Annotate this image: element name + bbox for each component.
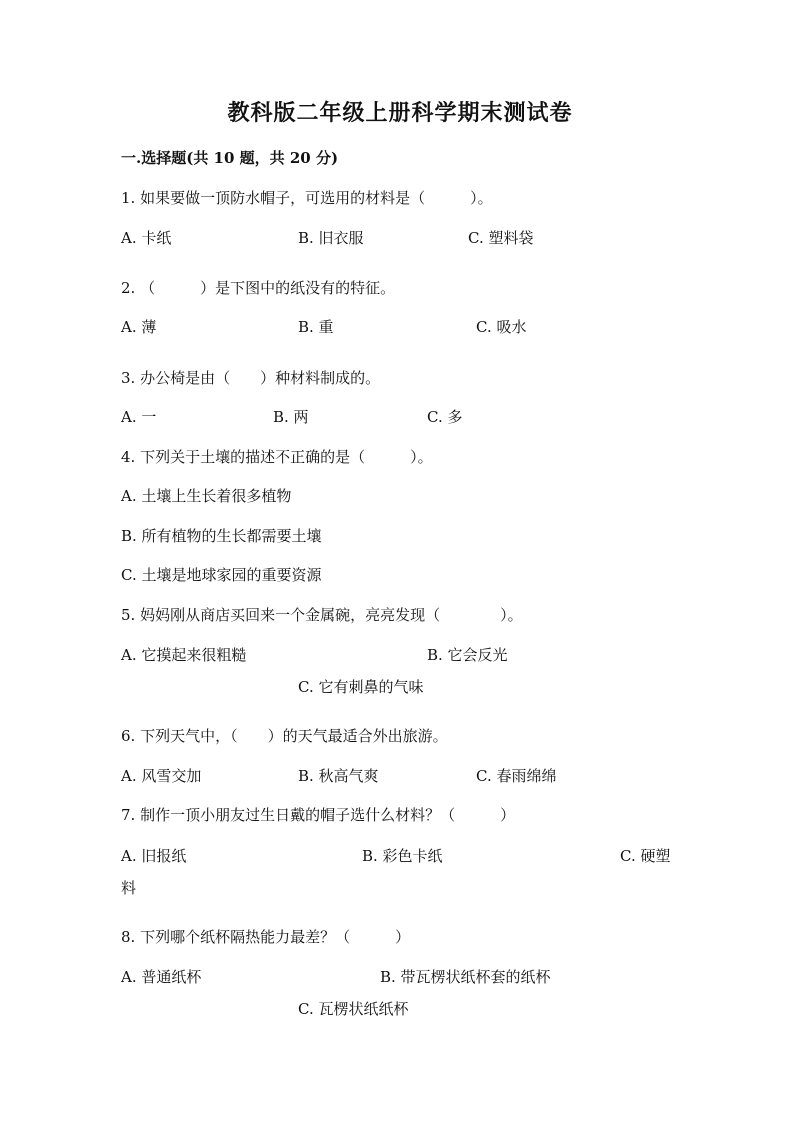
question-5-option-c: C. 它有刺鼻的气味: [298, 678, 424, 696]
question-1-option-c: C. 塑料袋: [468, 229, 534, 247]
question-1-option-b: B. 旧衣服: [298, 229, 364, 247]
question-4-stem: 4. 下列关于土壤的描述不正确的是（ ）。: [121, 448, 433, 466]
question-8-stem: 8. 下列哪个纸杯隔热能力最差？（ ）: [121, 928, 411, 946]
question-3-option-a: A. 一: [121, 408, 157, 426]
question-4-option-b: B. 所有植物的生长都需要土壤: [121, 527, 322, 545]
question-7-option-c-wrap: 料: [121, 879, 137, 897]
question-7-option-c: C. 硬塑: [620, 847, 671, 865]
question-1-option-a: A. 卡纸: [121, 229, 172, 247]
question-7-option-b: B. 彩色卡纸: [362, 847, 443, 865]
question-6-option-c: C. 春雨绵绵: [476, 767, 557, 785]
question-8-option-a: A. 普通纸杯: [121, 968, 202, 986]
question-5-option-b: B. 它会反光: [427, 646, 508, 664]
question-6-stem: 6. 下列天气中，（ ）的天气最适合外出旅游。: [121, 727, 448, 745]
question-5-stem: 5. 妈妈刚从商店买回来一个金属碗，亮亮发现（ ）。: [121, 606, 523, 624]
question-2-option-b: B. 重: [298, 318, 334, 336]
section-heading: 一.选择题(共 10 题，共 20 分): [121, 149, 339, 167]
question-8-option-c: C. 瓦楞状纸纸杯: [298, 1000, 409, 1018]
question-4-option-c: C. 土壤是地球家园的重要资源: [121, 566, 322, 584]
exam-title: 教科版二年级上册科学期末测试卷: [227, 100, 573, 126]
question-7-option-a: A. 旧报纸: [121, 847, 187, 865]
question-7-stem: 7. 制作一顶小朋友过生日戴的帽子选什么材料？（ ）: [121, 806, 516, 824]
question-3-option-c: C. 多: [427, 408, 463, 426]
question-3-option-b: B. 两: [273, 408, 309, 426]
question-2-option-a: A. 薄: [121, 318, 157, 336]
question-1-stem: 1. 如果要做一顶防水帽子，可选用的材料是（ ）。: [121, 189, 493, 207]
question-6-option-a: A. 风雪交加: [121, 767, 202, 785]
question-2-stem: 2. （ ）是下图中的纸没有的特征。: [121, 279, 396, 297]
question-6-option-b: B. 秋高气爽: [298, 767, 379, 785]
question-8-option-b: B. 带瓦楞状纸杯套的纸杯: [380, 968, 551, 986]
question-5-option-a: A. 它摸起来很粗糙: [121, 646, 247, 664]
question-4-option-a: A. 土壤上生长着很多植物: [121, 487, 292, 505]
question-3-stem: 3. 办公椅是由（ ）种材料制成的。: [121, 369, 381, 387]
question-2-option-c: C. 吸水: [476, 318, 527, 336]
